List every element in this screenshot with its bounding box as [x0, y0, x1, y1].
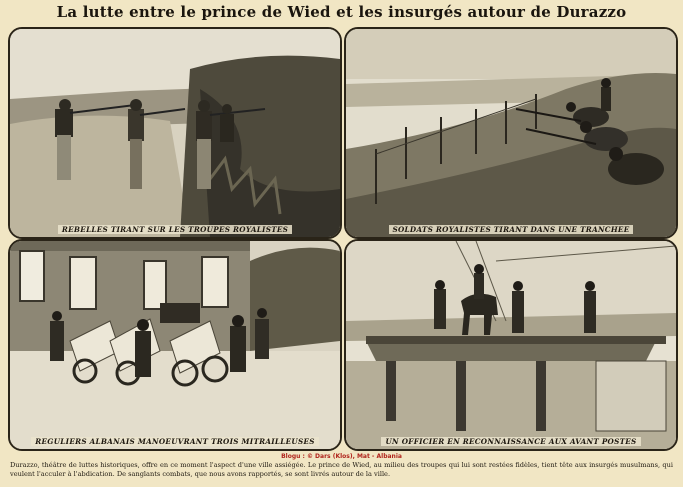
photo-rebels-shooting [8, 27, 342, 239]
photo-caption: UN OFFICIER EN RECONNAISSANCE AUX AVANT POSTES [346, 436, 676, 448]
photo-machine-guns [8, 239, 342, 451]
photo-caption: SOLDATS ROYALISTES TIRANT DANS UNE TRANCHEE [346, 224, 676, 236]
page-headline: La lutte entre le prince de Wied et les insurgés autour de Durazzo [56, 3, 627, 21]
photo-caption: REBELLES TIRANT SUR LES TROUPES ROYALISTES [10, 224, 340, 236]
photo-caption: REGULIERS ALBANAIS MANOEUVRANT TROIS MITRAILLEUSES [10, 436, 340, 448]
photo-officer-reconnaissance [344, 239, 678, 451]
article-text: Durazzo, théâtre de luttes historiques, offre en ce moment l'aspect d'une ville assiégée. Le prince de Wied, au milieu des troupes qui lui sont restées fidèles, tient tête aux insurgés musulmans, qui veulent l'acculer à l'abdication. De sanglants combats, que nous avons rapportés, se sont livrés autour de la ville. [10, 461, 673, 478]
photo-trench-soldiers [344, 27, 678, 239]
photo-trench-image [346, 29, 676, 237]
photo-officer-image [346, 241, 676, 449]
photo-machine-guns-image [10, 241, 340, 449]
blog-credit: Blogu : © Dars (Klos), Mat - Albania [281, 453, 402, 460]
photo-rebels-image [10, 29, 340, 237]
